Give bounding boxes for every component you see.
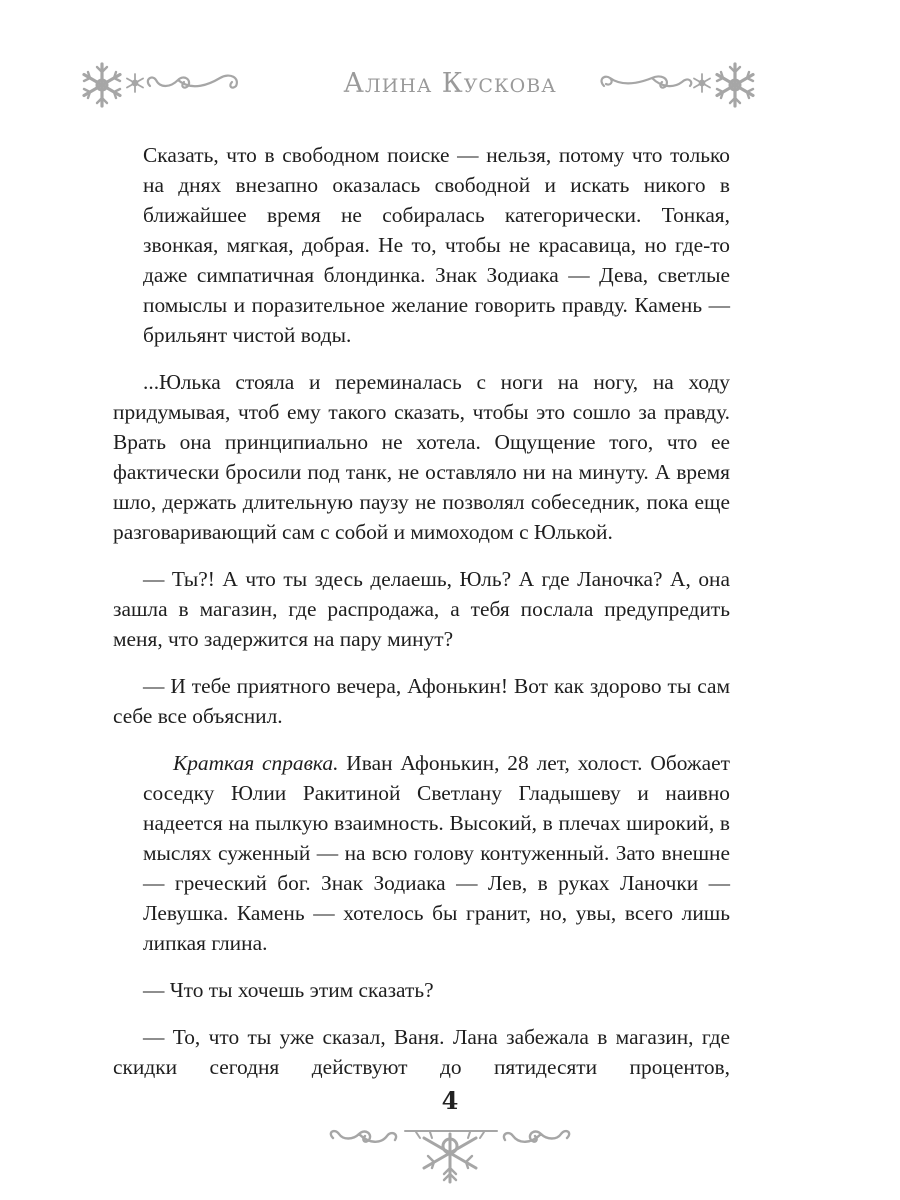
dialogue-line: — Ты?! А что ты здесь делаешь, Юль? А где Ланочка? А, она зашла в магазин, где распродажа, а тебя послала предупредить меня, что задержится на пару минут?: [113, 567, 730, 651]
page-footer: [0, 1086, 900, 1115]
swirl-snowflake-footer-ornament-icon: [325, 1122, 575, 1192]
narrative-paragraph: ...Юлька стояла и переминалась с ноги на ногу, на ходу придумывая, чтоб ему такого сказать, чтобы это сошло за правду. Врать она принципиально не хотела. Ощущение того, что ее фактически бросили под танк, не оставляло ни на минуту. А время шло, держать длительную паузу не позволял собеседник, пока еще разговаривающий сам с собой и мимоходом с Юлькой.: [113, 370, 730, 544]
bio-label: Краткая справка.: [173, 751, 339, 775]
running-head-author: Алина Кускова: [343, 68, 557, 99]
bio-paragraph-ivan: [143, 748, 730, 958]
bio-text: Иван Афонькин, 28 лет, холост. Обожает соседку Юлии Ракитиной Светлану Гладышеву и наивно надеется на пылкую взаимность. Высокий, в плечах широкий, в мыслях суженный — на всю голову контуженный. Зато внешне — греческий бог. Знак Зодиака — Лев, в руках Ланочки — Левушка. Камень — хотелось бы гранит, но, увы, всего лишь липкая глина.: [143, 751, 730, 955]
running-head: [0, 58, 900, 118]
dialogue-line: — Что ты хочешь этим сказать?: [143, 978, 434, 1002]
dialogue-line: — То, что ты уже сказал, Ваня. Лана забежала в магазин, где скидки сегодня действуют до пятидесяти процентов,: [113, 1025, 730, 1079]
dialogue-line: — И тебе приятного вечера, Афонькин! Вот как здорово ты сам себе все объяснил.: [113, 674, 730, 728]
bio-paragraph-yulia: Сказать, что в свободном поиске — нельзя, потому что только на днях внезапно оказалась свободной и искать никого в ближайшее время не собиралась категорически. Тонкая, звонкая, мягкая, добрая. Не то, чтобы не красавица, но где-то даже симпатичная блондинка. Знак Зодиака — Дева, светлые помыслы и поразительное желание говорить правду. Камень — брильянт чистой воды.: [143, 143, 730, 347]
page-number: 4: [441, 1086, 459, 1115]
swirl-snowflake-ornament-icon: [590, 58, 760, 110]
page-body: [113, 140, 730, 1099]
